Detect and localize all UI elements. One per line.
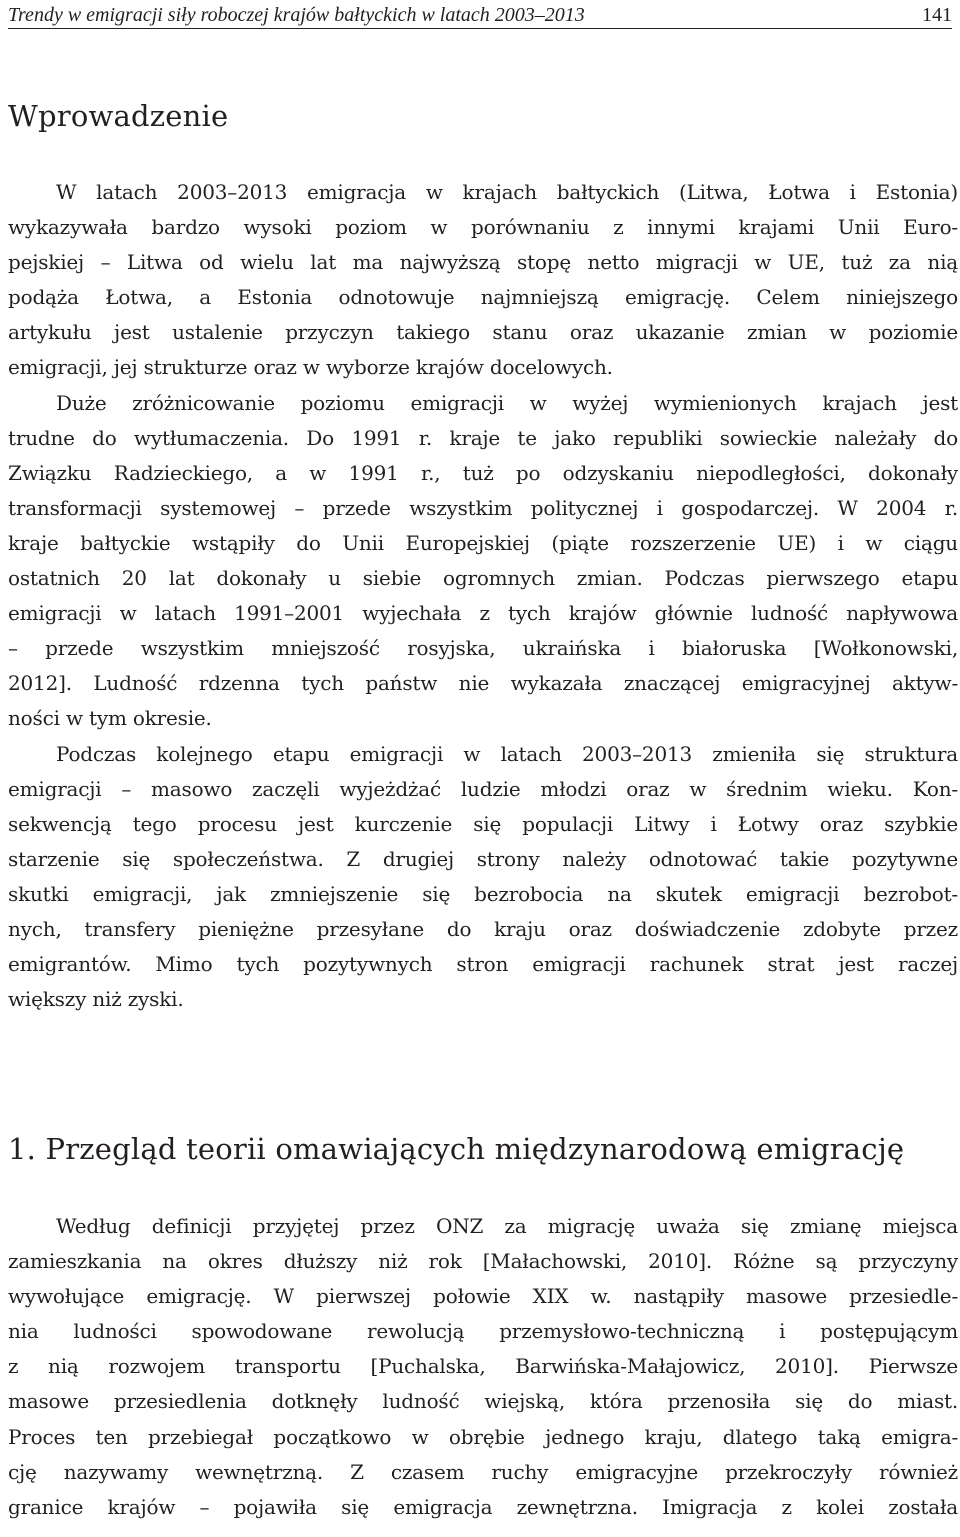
text-line: Według definicji przyjętej przez ONZ za migrację uważa się zmianę miejsca [56,1214,958,1238]
text-line: ności w tym okresie. [8,706,212,731]
text-line: Proces ten przebiegał początkowo w obrębie jednego kraju, dlatego taką emigra- [8,1424,958,1449]
text-line: Podczas kolejnego etapu emigracji w latach 2003–2013 zmieniła się struktura [56,741,958,766]
text-line: Duże zróżnicowanie poziomu emigracji w wyżej wymienionych krajach jest [56,390,958,415]
text-line: kraje bałtyckie wstąpiły do Unii Europejskiej (piąte rozszerzenie UE) i w ciągu [8,530,958,555]
section-heading-theory-review: 1. Przegląd teorii omawiających międzynarodową emigrację [8,1132,905,1166]
text-line: emigracji – masowo zaczęli wyjeżdżać ludzie młodzi oraz w średnim wieku. Kon- [8,776,958,801]
text-line: trudne do wytłumaczenia. Do 1991 r. kraje te jako republiki sowieckie należały do [8,425,958,450]
text-line: – przede wszystkim mniejszość rosyjska, ukraińska i białoruska [Wołkonowski, [8,636,958,661]
text-line: wywołujące emigrację. W pierwszej połowie XIX w. nastąpiły masowe przesiedle- [8,1284,958,1309]
running-title: Trendy w emigracji siły roboczej krajów bałtyckich w latach 2003–2013 [8,4,585,26]
text-line: większy niż zyski. [8,987,184,1012]
text-line: masowe przesiedlenia dotknęły ludność wiejską, która przenosiła się do miast. [8,1389,958,1414]
page-number: 141 [922,4,952,26]
text-line: ostatnich 20 lat dokonały u siebie ogromnych zmian. Podczas pierwszego etapu [8,566,958,591]
text-line: transformacji systemowej – przede wszystkim politycznej i gospodarczej. W 2004 r. [8,495,958,520]
text-line: zamieszkania na okres dłuższy niż rok [Małachowski, 2010]. Różne są przyczyny [8,1249,958,1274]
text-line: emigracji, jej strukturze oraz w wyborze krajów docelowych. [8,355,613,380]
introduction-body [8,175,958,1017]
text-line: wykazywała bardzo wysoki poziom w porównaniu z innymi krajami Unii Euro- [8,215,958,240]
text-line: starzenie się społeczeństwa. Z drugiej strony należy odnotować takie pozytywne [8,846,958,871]
text-line: Związku Radzieckiego, a w 1991 r., tuż po odzyskaniu niepodległości, dokonały [8,460,958,485]
text-line: nych, transfery pieniężne przesyłane do kraju oraz doświadczenie zdobyte przez [8,916,958,941]
running-header [8,4,952,29]
text-line: emigracji w latach 1991–2001 wyjechała z tych krajów głównie ludność napływowa [8,601,958,626]
text-line: 2012]. Ludność rdzenna tych państw nie wykazała znaczącej emigracyjnej aktyw- [8,671,958,696]
text-line: cję nazywamy wewnętrzną. Z czasem ruchy emigracyjne przekroczyły również [8,1459,958,1484]
text-line: pejskiej – Litwa od wielu lat ma najwyższą stopę netto migracji w UE, tuż za nią [8,250,958,275]
text-line: artykułu jest ustalenie przyczyn takiego stanu oraz ukazanie zmian w poziomie [8,320,958,345]
text-line: z nią rozwojem transportu [Puchalska, Barwińska-Małajowicz, 2010]. Pierwsze [8,1354,958,1379]
text-line: skutki emigracji, jak zmniejszenie się bezrobocia na skutek emigracji bezrobot- [8,881,958,906]
section-heading-introduction: Wprowadzenie [8,99,229,133]
text-line: sekwencją tego procesu jest kurczenie się populacji Litwy i Łotwy oraz szybkie [8,811,958,836]
text-line: nia ludności spowodowane rewolucją przemysłowo-techniczną i postępującym [8,1319,958,1344]
text-line: granice krajów – pojawiła się emigracja zewnętrzna. Imigracja z kolei została [8,1494,958,1519]
text-line: W latach 2003–2013 emigracja w krajach bałtyckich (Litwa, Łotwa i Estonia) [56,180,958,204]
text-line: emigrantów. Mimo tych pozytywnych stron emigracji rachunek strat jest raczej [8,952,958,977]
theory-review-body [8,1209,958,1525]
text-line: podąża Łotwa, a Estonia odnotowuje najmniejszą emigrację. Celem niniejszego [8,285,958,310]
